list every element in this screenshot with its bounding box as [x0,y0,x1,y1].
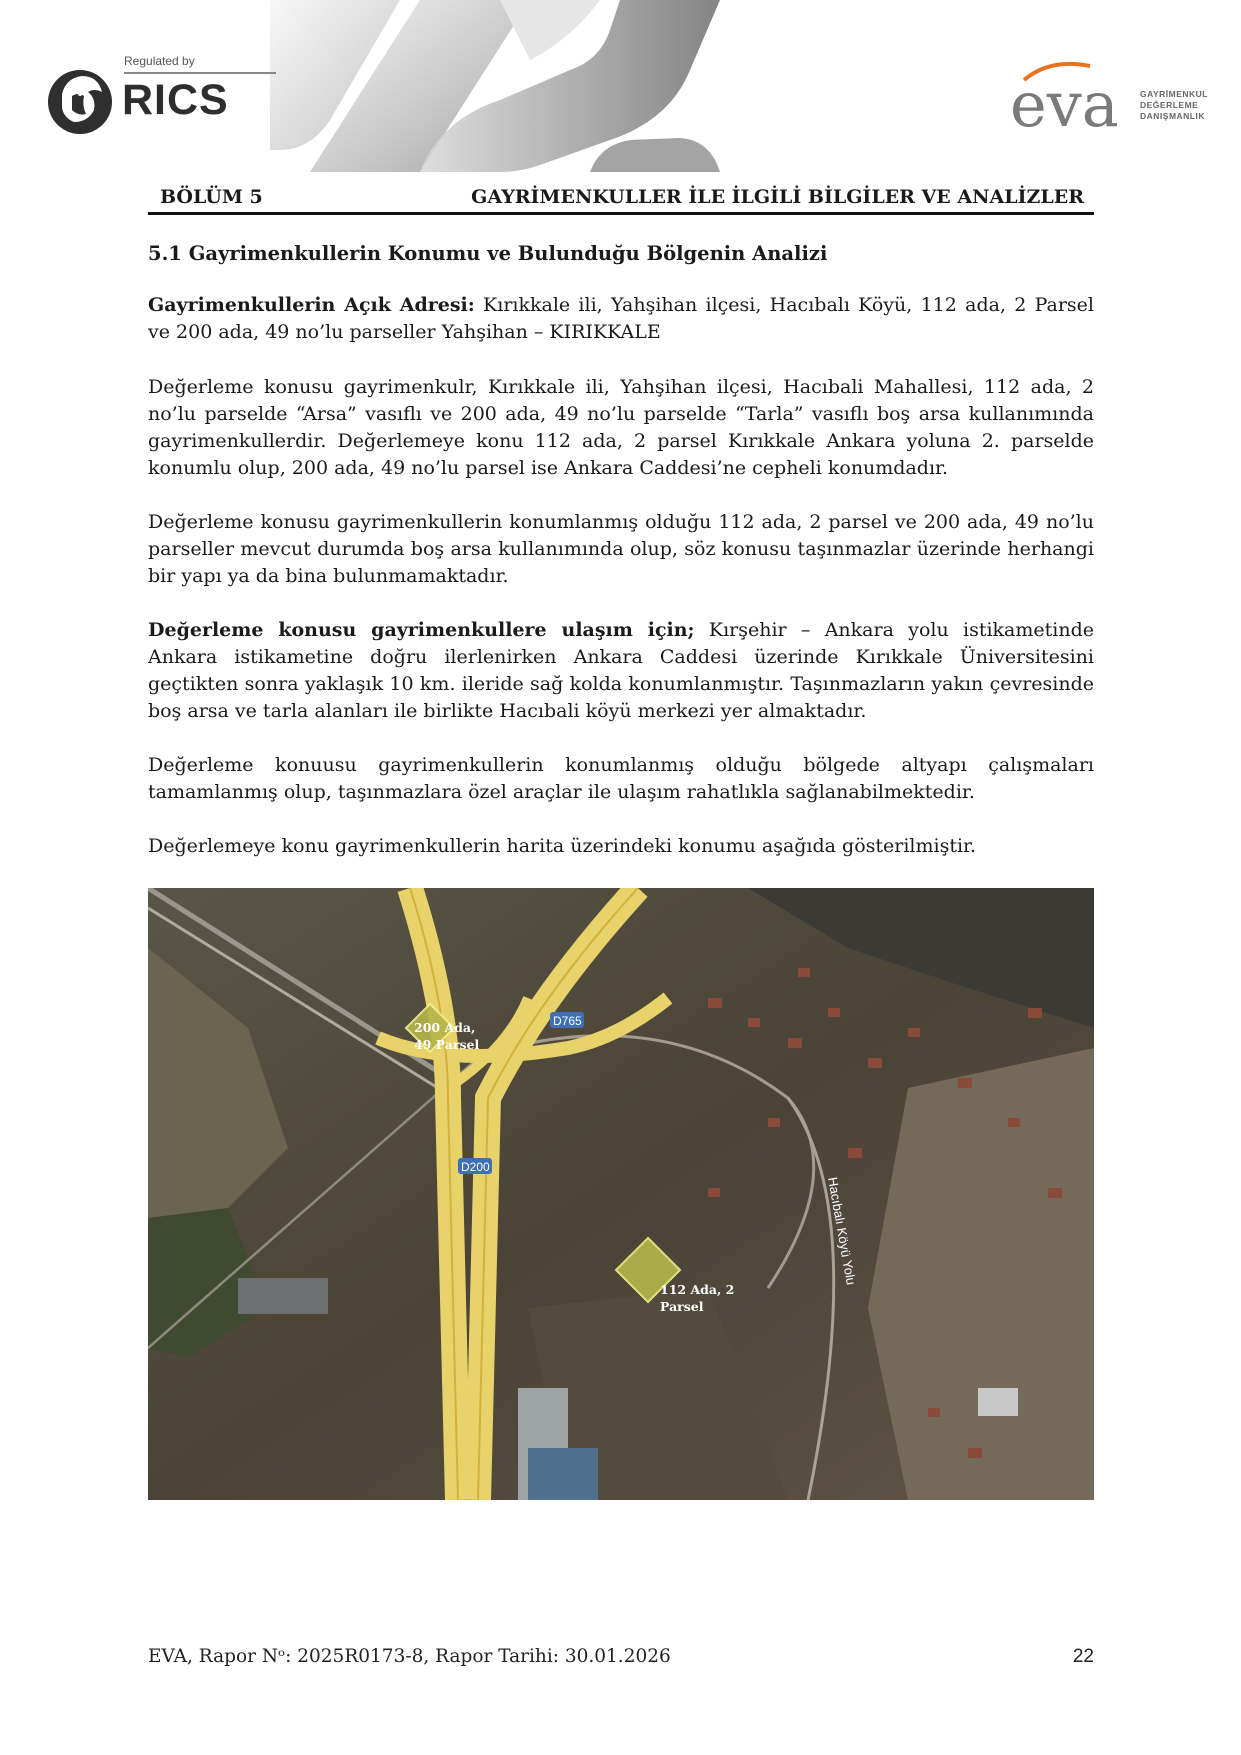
road-d200-label: D200 [461,1160,490,1174]
parcel-200-label-1: 200 Ada, [414,1020,476,1035]
road-shield-d765 [550,1012,584,1028]
section-header [148,186,1094,212]
rics-logo [44,54,254,136]
eva-sub-line-1: GAYRİMENKUL [1140,89,1208,99]
address-paragraph [148,292,1094,346]
map-intro-paragraph: Değerlemeye konu gayrimenkullerin harita üzerindeki konumu aşağıda gösterilmiştir. [148,835,977,857]
white-building [978,1388,1018,1416]
parcel-200-label-2: 49 Parsel [414,1037,480,1052]
usage-paragraph: Değerleme konusu gayrimenkullerin konumlanmış olduğu 112 ada, 2 parsel ve 200 ada, 49 no’lu parseller mevcut durumda boş arsa kullanımında olup, söz konusu taşınmazlar üzerinde herhangi bir yapı ya da bina bulunmamaktadır. [148,511,1094,587]
satellite-map [148,888,1094,1500]
section-title: GAYRİMENKULLER İLE İLGİLİ BİLGİLER VE ANALİZLER [471,186,1084,208]
eva-subtitle [1140,89,1208,122]
access-text: Kırşehir – Ankara yolu istikametinde Ankara istikametine doğru ilerlenirken Ankara Caddesi üzerinde Kırıkkale Üniversitesini geçtikten sonra yaklaşık 10 km. ileride sağ kolda konumlanmıştır. Taşınmazların yakın çevresinde boş arsa ve tarla alanları ile birlikte Hacıbali köyü merkezi yer almaktadır. [148,619,1094,722]
eva-mark-text: eva [1010,68,1119,132]
section-number: BÖLÜM 5 [160,186,263,208]
rics-rule [124,72,276,74]
road-shield-d200 [458,1158,492,1174]
subheading: 5.1 Gayrimenkullerin Konumu ve Bulunduğu Bölgenin Analizi [148,242,828,265]
eva-mark [1010,56,1140,132]
road-d765-label: D765 [553,1014,582,1028]
address-text: Kırıkkale ili, Yahşihan ilçesi, Hacıbalı Köyü, 112 ada, 2 Parsel ve 200 ada, 49 no’lu parseller Yahşihan – KIRIKKALE [148,294,1095,343]
page-number: 22 [1072,1646,1094,1667]
eva-sub-line-2: DEĞERLEME [1140,100,1199,110]
access-label: Değerleme konusu gayrimenkullere ulaşım için; [148,619,695,641]
parcel-112-label-1: 112 Ada, 2 [660,1282,735,1297]
address-label: Gayrimenkullerin Açık Adresi: [148,294,475,316]
solar-roof [528,1448,598,1500]
lion-icon [44,64,116,136]
footer-report-info: EVA, Rapor Nᵒ: 2025R0173-8, Rapor Tarihi: 30.01.2026 [148,1646,671,1667]
rics-wordmark: RICS [122,76,229,124]
header-decoration [270,0,720,172]
access-paragraph [148,617,1094,725]
section-rule [148,212,1094,215]
industrial-building [238,1278,328,1314]
eva-logo [1010,56,1210,132]
parcel-112-label-2: Parsel [660,1299,704,1314]
infrastructure-paragraph: Değerleme konuusu gayrimenkullerin konumlanmış olduğu bölgede altyapı çalışmaları tamamlanmış olup, taşınmazlara özel araçlar ile ulaşım rahatlıkla sağlanabilmektedir. [148,754,1094,803]
description-paragraph: Değerleme konusu gayrimenkulr, Kırıkkale ili, Yahşihan ilçesi, Hacıbali Mahallesi, 112 ada, 2 no’lu parselde “Arsa” vasıflı ve 200 ada, 49 no’lu parselde “Tarla” vasıflı boş arsa kullanımında gayrimenkullerdir. Değerlemeye konu 112 ada, 2 parsel Kırıkkale Ankara yoluna 2. parselde konumlu olup, 200 ada, 49 no’lu parsel ise Ankara Caddesi’ne cepheli konumdadır. [148,376,1094,479]
rics-regulated-text: Regulated by [124,54,195,68]
eva-sub-line-3: DANIŞMANLIK [1140,111,1205,121]
street-label: Hacıbalı Köyü Yolu [825,1175,859,1287]
